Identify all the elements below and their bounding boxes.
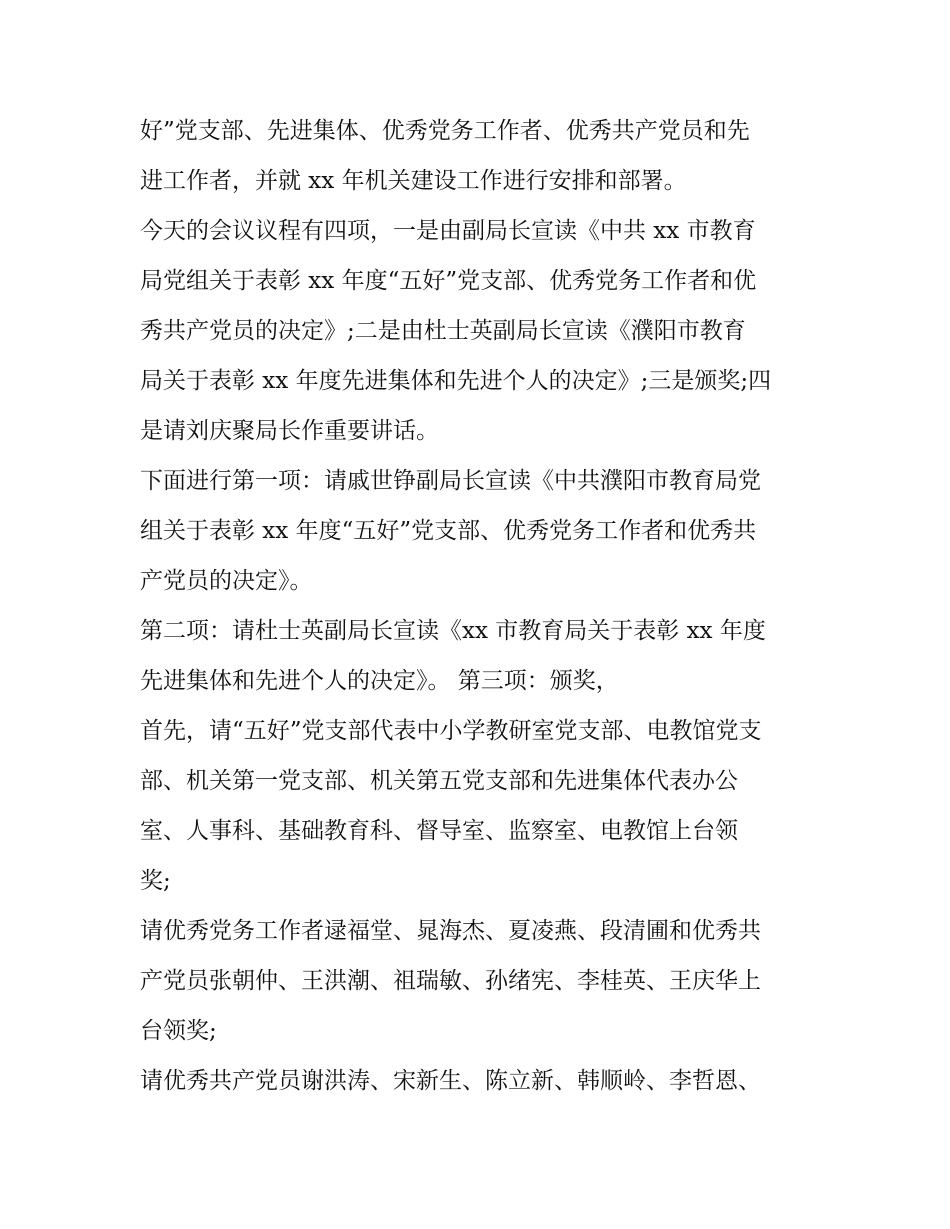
text-line: 请优秀党务工作者逯福堂、晁海杰、夏凌燕、段清圃和优秀共 (140, 918, 761, 944)
text-line: 产党员张朝仲、王洪潮、祖瑞敏、孙绪宪、李桂英、王庆华上 (140, 968, 761, 994)
text-line: 首先，请“五好”党支部代表中小学教研室党支部、电教馆党支 (140, 718, 762, 744)
text-line: 今天的会议议程有四项，一是由副局长宣读《中共 xx 市教育 (140, 218, 756, 244)
text-line: 组关于表彰 xx 年度“五好”党支部、优秀党务工作者和优秀共 (140, 518, 757, 544)
text-line: 好”党支部、先进集体、优秀党务工作者、优秀共产党员和先 (140, 118, 750, 144)
text-line: 产党员的决定》。 (140, 568, 313, 594)
text-line: 是请刘庆聚局长作重要讲话。 (140, 418, 439, 444)
text-line: 室、人事科、基础教育科、督导室、监察室、电教馆上台领 (140, 818, 738, 844)
text-line: 局关于表彰 xx 年度先进集体和先进个人的决定》;三是颁奖;四 (140, 368, 772, 394)
text-line: 台领奖; (140, 1018, 217, 1044)
text-line: 请优秀共产党员谢洪涛、宋新生、陈立新、韩顺岭、李哲恩、 (140, 1068, 761, 1094)
text-line: 奖; (140, 868, 171, 894)
text-line: 先进集体和先进个人的决定》。 第三项：颁奖， (140, 668, 619, 694)
body-text (140, 106, 820, 1106)
text-line: 进工作者，并就 xx 年机关建设工作进行安排和部署。 (140, 168, 687, 194)
text-line: 第二项：请杜士英副局长宣读《xx 市教育局关于表彰 xx 年度 (140, 618, 766, 644)
text-line: 部、机关第一党支部、机关第五党支部和先进集体代表办公 (140, 768, 738, 794)
text-line: 局党组关于表彰 xx 年度“五好”党支部、优秀党务工作者和优 (140, 268, 757, 294)
text-line: 下面进行第一项：请戚世铮副局长宣读《中共濮阳市教育局党 (140, 468, 761, 494)
text-line: 秀共产党员的决定》;二是由杜士英副局长宣读《濮阳市教育 (140, 318, 746, 344)
